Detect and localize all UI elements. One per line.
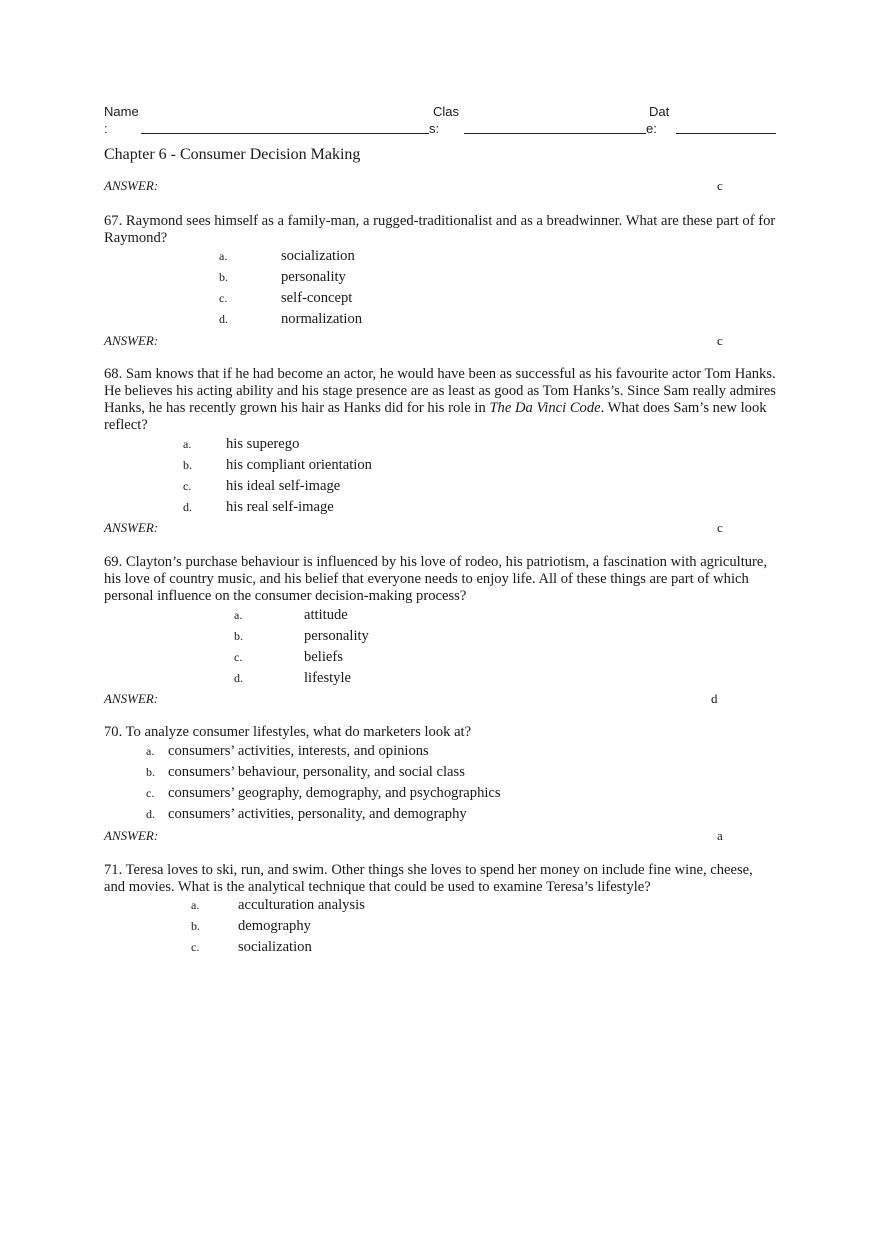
- option-letter: a.: [183, 437, 192, 451]
- answer-label: ANSWER:: [104, 691, 159, 706]
- name-label: Name: [104, 104, 139, 119]
- option-text: personality: [281, 269, 346, 285]
- film-title: The Da Vinci Code: [489, 400, 601, 416]
- option-letter: b.: [146, 765, 155, 779]
- question-text: 68. Sam knows that if he had become an actor, he would have been as successful as his favourite actor Tom Hanks. He believes his acting ability and his stage presence are as least as good as Tom Hanks’s. Since Sam really admires Hanks, he has recently grown his hair as Hanks did for his role in: [104, 366, 776, 416]
- option-letter: c.: [183, 479, 192, 493]
- option-letter: c.: [219, 291, 228, 305]
- option-text: personality: [304, 628, 369, 644]
- option-letter: d.: [234, 671, 243, 685]
- option-letter: d.: [146, 807, 155, 821]
- option-letter: b.: [234, 629, 243, 643]
- option-letter: a.: [146, 744, 155, 758]
- option-letter: c.: [191, 940, 200, 954]
- date-label: Dat: [649, 104, 670, 119]
- option-letter: b.: [183, 458, 192, 472]
- option-text: demography: [238, 918, 311, 934]
- option-text: consumers’ behaviour, personality, and social class: [168, 764, 465, 780]
- option-letter: b.: [191, 919, 200, 933]
- answer-value: d: [711, 691, 718, 706]
- question-67: 67. Raymond sees himself as a family-man, a rugged-traditionalist and as a breadwinner. What are these part of for Raymond?: [104, 213, 776, 246]
- answer-value: a: [717, 828, 723, 843]
- option-letter: a.: [219, 249, 228, 263]
- option-text: socialization: [281, 248, 355, 264]
- option-text: consumers’ activities, interests, and opinions: [168, 743, 429, 759]
- option-text: self-concept: [281, 290, 353, 306]
- date-label-suffix: e:: [646, 121, 657, 136]
- question-69: 69. Clayton’s purchase behaviour is influenced by his love of rodeo, his patriotism, a fascination with agriculture, his love of country music, and his belief that everyone needs to enjoy life. All of these things are part of which personal influence on the consumer decision-making process?: [104, 554, 768, 604]
- option-text: beliefs: [304, 649, 343, 665]
- option-text: consumers’ geography, demography, and psychographics: [168, 785, 501, 801]
- answer-label: ANSWER:: [104, 178, 159, 193]
- option-text: consumers’ activities, personality, and demography: [168, 806, 467, 822]
- date-field[interactable]: [676, 133, 776, 134]
- class-label-suffix: s:: [429, 121, 440, 136]
- option-letter: c.: [146, 786, 155, 800]
- name-field[interactable]: [141, 133, 429, 134]
- name-label-colon: :: [104, 121, 108, 136]
- chapter-title: Chapter 6 - Consumer Decision Making: [104, 146, 361, 163]
- option-text: his compliant orientation: [226, 457, 372, 473]
- option-text: lifestyle: [304, 670, 352, 686]
- option-letter: a.: [234, 608, 243, 622]
- option-letter: b.: [219, 270, 228, 284]
- option-text: his ideal self-image: [226, 478, 341, 494]
- option-text: his real self-image: [226, 499, 334, 515]
- answer-label: ANSWER:: [104, 828, 159, 843]
- question-70: 70. To analyze consumer lifestyles, what do marketers look at?: [104, 724, 472, 740]
- option-text: socialization: [238, 939, 312, 955]
- question-71: 71. Teresa loves to ski, run, and swim. Other things she loves to spend her money on include fine wine, cheese, and movies. What is the analytical technique that could be used to examine Teresa’s lifestyle?: [104, 862, 753, 895]
- answer-value: c: [717, 178, 723, 193]
- answer-value: c: [717, 333, 723, 348]
- option-letter: a.: [191, 898, 200, 912]
- answer-value: c: [717, 520, 723, 535]
- option-letter: d.: [183, 500, 192, 514]
- class-field[interactable]: [464, 133, 646, 134]
- question-text: . What does Sam’s new look reflect?: [104, 400, 767, 433]
- option-text: attitude: [304, 607, 348, 623]
- option-text: acculturation analysis: [238, 897, 365, 913]
- option-text: his superego: [226, 436, 300, 452]
- option-letter: c.: [234, 650, 243, 664]
- option-text: normalization: [281, 311, 363, 327]
- option-letter: d.: [219, 312, 228, 326]
- class-label: Clas: [433, 104, 460, 119]
- question-68: [104, 366, 776, 434]
- answer-label: ANSWER:: [104, 520, 159, 535]
- answer-label: ANSWER:: [104, 333, 159, 348]
